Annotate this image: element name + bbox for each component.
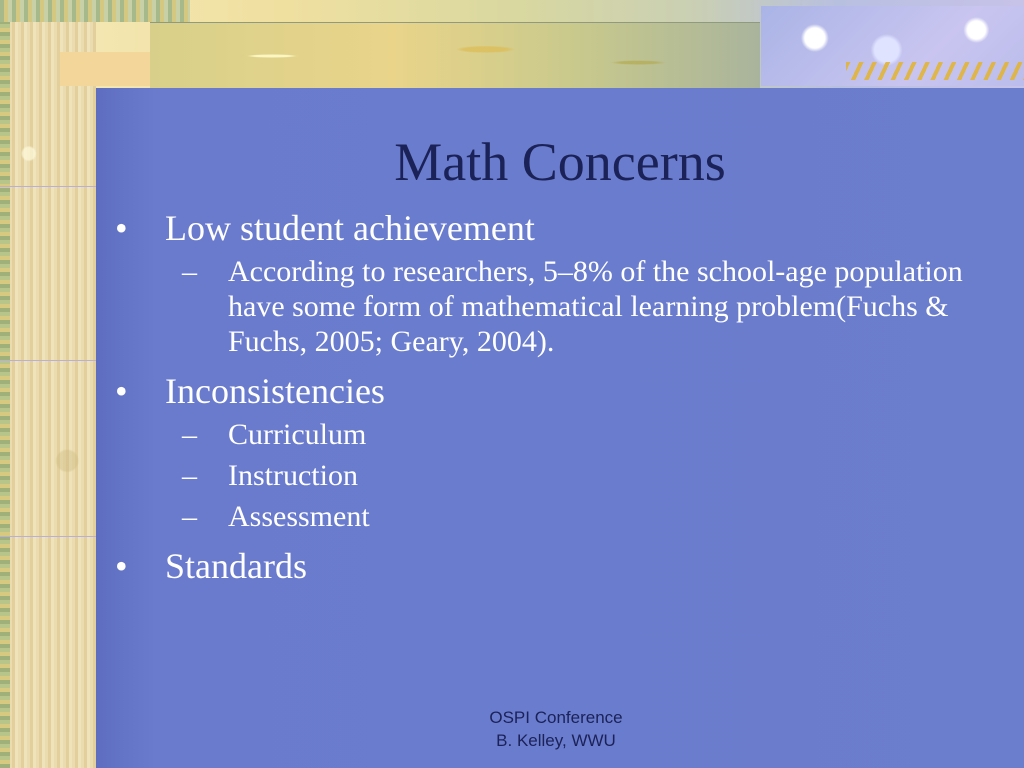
left-border-divider	[0, 360, 96, 361]
bullet-item	[110, 546, 970, 586]
sub-bullet-item	[110, 458, 970, 493]
sub-bullet-text: Instruction	[228, 459, 358, 492]
footer-line-conference: OSPI Conference	[489, 708, 623, 727]
sub-bullet-text: According to researchers, 5–8% of the school-age population have some form of mathematical learning problem(Fuchs & Fuchs, 2005; Geary, 2004).	[228, 255, 963, 358]
dash-marker: –	[182, 255, 197, 288]
bullet-item	[110, 208, 970, 248]
sub-bullet-text: Curriculum	[228, 418, 367, 451]
left-border-divider	[0, 186, 96, 187]
sub-bullet-item	[110, 254, 970, 359]
yellow-decorative-tile	[60, 52, 160, 86]
bullet-list	[110, 208, 970, 588]
left-border-divider	[0, 536, 96, 537]
dash-marker: –	[182, 459, 197, 492]
sub-bullet-item	[110, 417, 970, 452]
bullet-marker: •	[115, 208, 128, 248]
top-left-decoration	[0, 0, 190, 22]
decorative-left-border	[0, 0, 96, 768]
golden-sprigs-decoration	[846, 62, 1024, 80]
bullet-text: Standards	[165, 546, 307, 586]
footer-line-author: B. Kelley, WWU	[496, 731, 616, 750]
slide-footer	[436, 706, 676, 752]
bullet-marker: •	[115, 546, 128, 586]
sub-bullet-text: Assessment	[228, 500, 370, 533]
dash-marker: –	[182, 418, 197, 451]
dash-marker: –	[182, 500, 197, 533]
bullet-item	[110, 371, 970, 411]
leaf-image-band	[150, 22, 760, 89]
bullet-text: Inconsistencies	[165, 371, 385, 411]
sub-bullet-item	[110, 499, 970, 534]
bullet-marker: •	[115, 371, 128, 411]
slide-title: Math Concerns	[394, 132, 726, 192]
bullet-text: Low student achievement	[165, 208, 535, 248]
